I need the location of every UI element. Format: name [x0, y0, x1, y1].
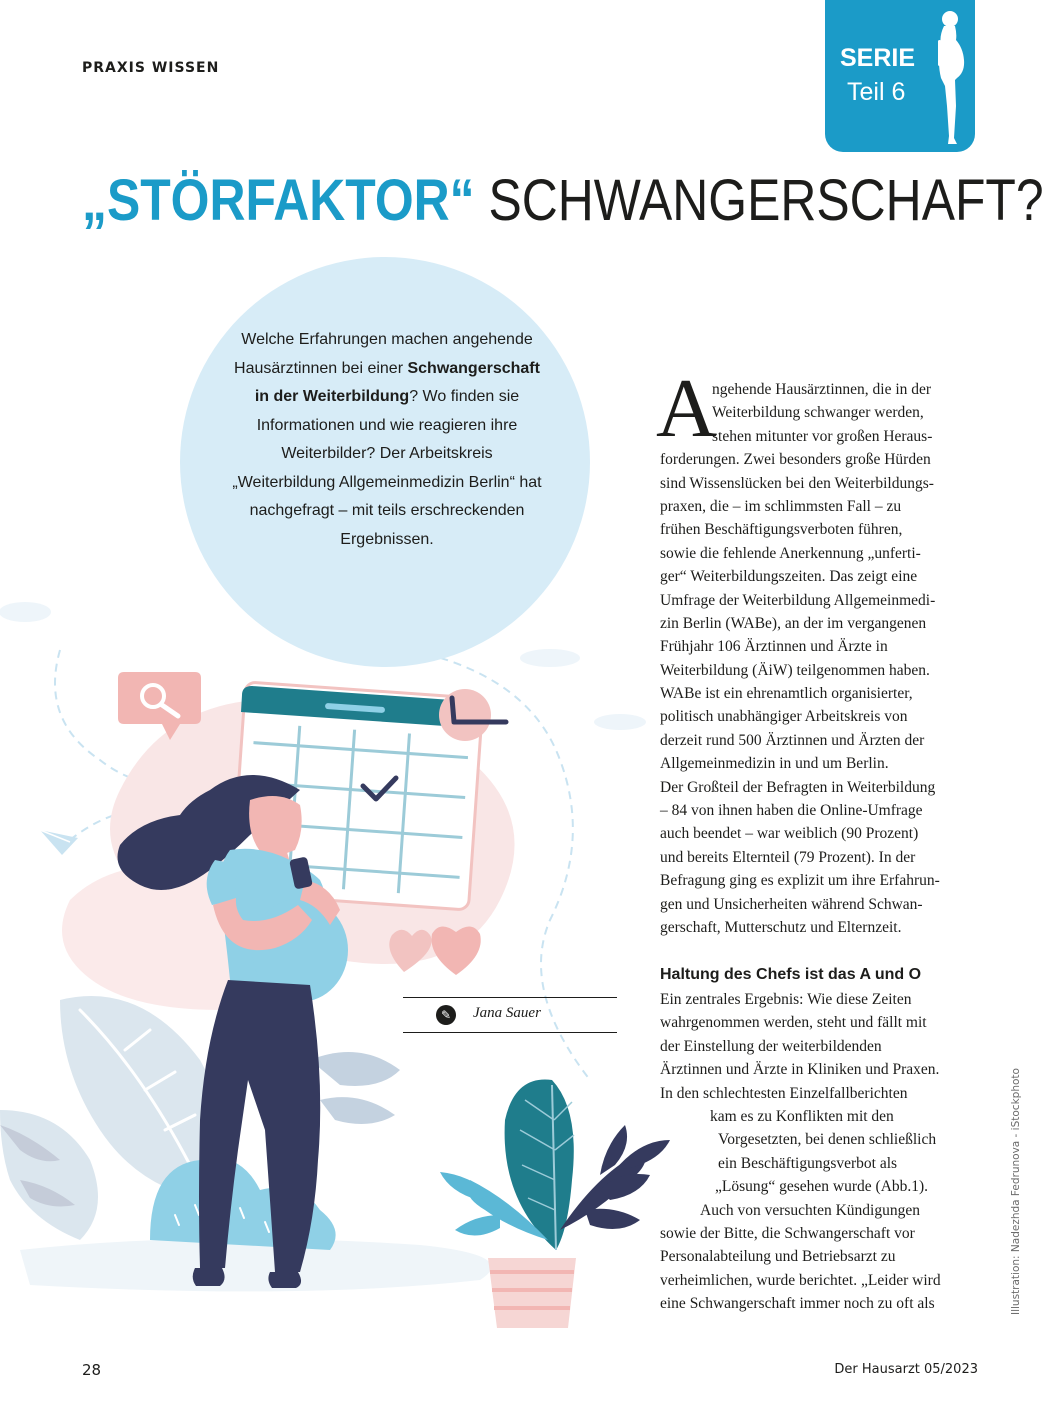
plant-right-small [310, 1052, 400, 1124]
serie-label: SERIE [840, 44, 916, 72]
body-line: ein Beschäftigungsverbot als [718, 1154, 898, 1172]
body-line: verheimlichen, wurde berichtet. „Leider wird [660, 1271, 941, 1289]
body-line: forderungen. Zwei besonders große Hürden [660, 451, 931, 469]
body-line: kam es zu Konflikten mit den [710, 1107, 894, 1125]
illustration [0, 560, 690, 1350]
body-line: und bereits Elternteil (79 Prozent). In der [660, 848, 916, 866]
author-box [403, 997, 617, 1033]
body-line: auch beendet – war weiblich (90 Prozent) [660, 825, 919, 843]
body-line: Befragung ging es explizit um ihre Erfahrun- [660, 872, 940, 890]
page-number: 28 [82, 1361, 102, 1379]
body-line: frühen Beschäftigungsverboten führen, [660, 521, 903, 539]
body-line: sind Wissenslücken bei den Weiterbildungs- [660, 474, 934, 492]
illustration-credit: Illustration: Nadezhda Fedrunova - iStockphoto [1010, 1068, 1022, 1315]
body-line: wahrgenommen werden, steht und fällt mit [660, 1014, 927, 1032]
body-line: sowie der Bitte, die Schwangerschaft vor [660, 1224, 915, 1242]
clock-icon [439, 689, 506, 741]
drop-cap: A [656, 362, 717, 455]
body-line: politisch unabhängiger Arbeitskreis von [660, 708, 908, 726]
author-name: Jana Sauer [473, 1005, 541, 1021]
body-line: In den schlechtesten Einzelfallberichten [660, 1084, 908, 1102]
section-label: PRAXIS WISSEN [82, 60, 220, 76]
body-line: derzeit rund 500 Ärztinnen und Ärzten der [660, 731, 925, 749]
potted-plant [440, 1080, 670, 1329]
teaser-bold: Schwangerschaft in der Weiterbildung [254, 359, 540, 405]
body-line: Umfrage der Weiterbildung Allgemeinmedi- [660, 591, 936, 609]
body-line: stehen mitunter vor großen Heraus- [712, 427, 933, 445]
body-line: Auch von versuchten Kündigungen [700, 1201, 920, 1219]
heart-icon [389, 926, 480, 975]
body-line: Ein zentrales Ergebnis: Wie diese Zeiten [660, 991, 912, 1008]
body-line: Vorgesetzten, bei denen schließlich [718, 1131, 937, 1149]
headline-accent: „STÖRFAKTOR“ [82, 168, 475, 233]
pregnant-woman-icon [933, 6, 969, 146]
body-line: eine Schwangerschaft immer noch zu oft als [660, 1295, 935, 1313]
body-line: Ärztinnen und Ärzte in Kliniken und Praxen. [660, 1061, 940, 1079]
body-line: WABe ist ein ehrenamtlich organisierter, [660, 685, 913, 703]
body-line: der Einstellung der weiterbildenden [660, 1037, 882, 1055]
body-line: sowie die fehlende Anerkennung „unferti- [660, 544, 921, 562]
body-line: Weiterbildung schwanger werden, [712, 404, 924, 422]
teaser-text [232, 326, 542, 554]
article-body-part-2 [660, 988, 980, 1315]
serie-part: Teil 6 [847, 78, 906, 106]
body-line: Frühjahr 106 Ärztinnen und Ärzte in [660, 638, 888, 656]
body-line: Allgemeinmedizin in und um Berlin. [660, 755, 889, 773]
body-line: gen und Unsicherheiten während Schwan- [660, 895, 923, 913]
body-line: praxen, die – im schlimmsten Fall – zu [660, 497, 902, 515]
pen-icon: ✎ [436, 1005, 456, 1025]
magazine-issue: Der Hausarzt 05/2023 [834, 1362, 978, 1377]
teaser-part-2: ? Wo finden sie Informationen und wie reagieren ihre Weiterbilder? Der Arbeitskreis „Weiterbildung Allgemeinmedizin Berlin“ hat nachgefragt – mit teils erschreckenden Ergebnissen. [232, 388, 542, 548]
body-line: Personalabteilung und Betriebsarzt zu [660, 1248, 896, 1266]
body-line: ngehende Hausärztinnen, die in der [712, 381, 932, 398]
article-body-part-1 [660, 378, 980, 939]
teaser-part-1: Welche Erfahrungen machen angehende Hausärztinnen bei einer [234, 331, 533, 377]
body-line: Der Großteil der Befragten in Weiterbildung [660, 778, 936, 796]
body-line: zin Berlin (WABe), an der im vergangenen [660, 614, 927, 632]
headline [82, 166, 1044, 236]
body-line: ger“ Weiterbildungszeiten. Das zeigt eine [660, 568, 918, 586]
article-subheading: Haltung des Chefs ist das A und O [660, 966, 922, 983]
serie-badge [825, 0, 975, 152]
body-line: Weiterbildung (ÄiW) teilgenommen haben. [660, 661, 930, 679]
headline-rest: SCHWANGERSCHAFT? [488, 168, 1044, 233]
body-line: – 84 von ihnen haben die Online-Umfrage [660, 802, 923, 820]
body-line: gerschaft, Mutterschutz und Elternzeit. [660, 918, 902, 936]
paper-plane-icon [40, 830, 78, 855]
body-line: „Lösung“ gesehen wurde (Abb.1). [715, 1178, 929, 1196]
